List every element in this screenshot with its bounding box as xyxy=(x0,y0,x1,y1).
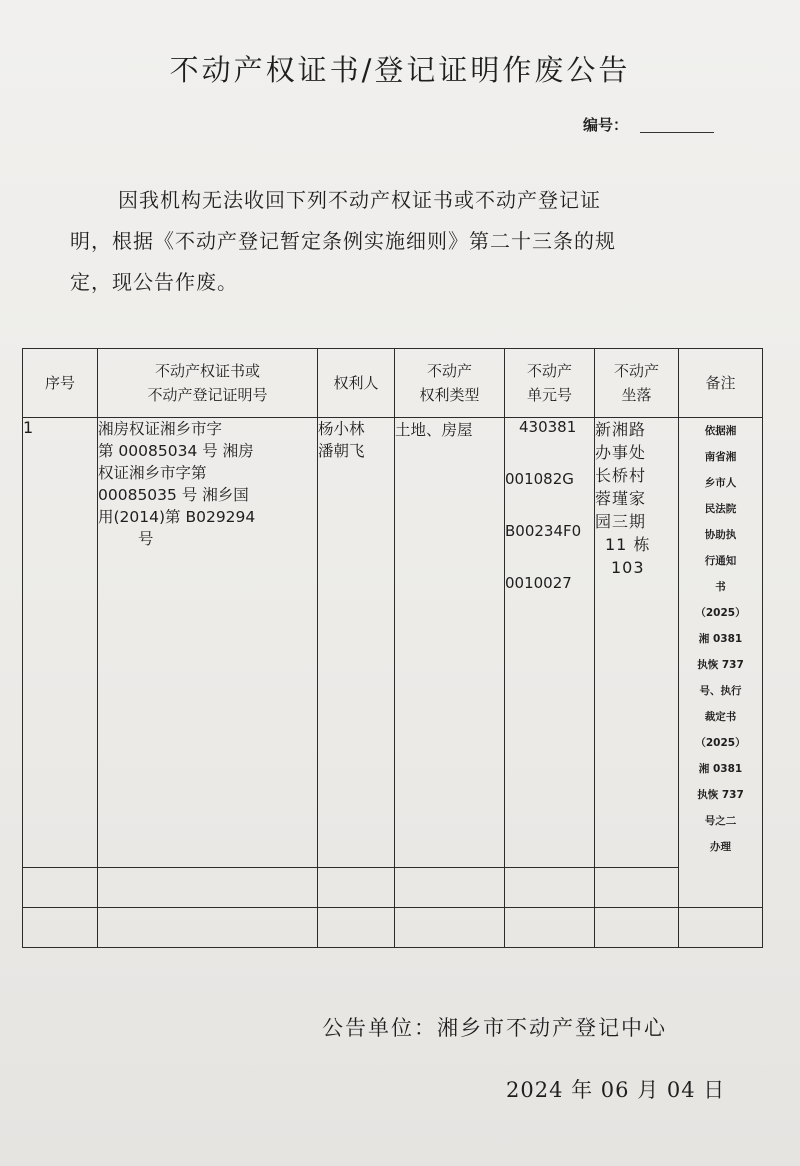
empty-cell xyxy=(318,907,395,947)
location-line: 长桥村 xyxy=(595,466,647,486)
cert-line: 用(2014)第 B029294 xyxy=(98,508,256,527)
empty-cell xyxy=(98,907,318,947)
note-line: 协助执 xyxy=(704,529,737,542)
empty-cell xyxy=(395,907,505,947)
empty-cell xyxy=(505,867,595,907)
header-note xyxy=(679,349,763,418)
table-row-empty xyxy=(23,907,763,947)
empty-cell xyxy=(595,907,679,947)
empty-cell xyxy=(505,907,595,947)
table-row-empty xyxy=(23,867,763,907)
cell-seq: 1 xyxy=(23,418,98,868)
header-cert xyxy=(98,349,318,418)
header-unit xyxy=(505,349,595,418)
unit-line: B00234F0 xyxy=(505,522,582,541)
header-seq xyxy=(23,349,98,418)
header-note-label: 备注 xyxy=(705,374,736,393)
location-line: 办事处 xyxy=(595,443,647,463)
void-certificate-table xyxy=(22,348,763,948)
header-cert-line-2: 不动产登记证明号 xyxy=(147,386,268,405)
location-line: 园三期 xyxy=(595,512,647,532)
empty-cell xyxy=(23,907,98,947)
location-line: 11 栋 xyxy=(605,535,651,555)
empty-cell xyxy=(395,867,505,907)
table-header-row xyxy=(23,349,763,418)
header-type-line-2: 权利类型 xyxy=(419,386,480,405)
header-location-line-1: 不动产 xyxy=(613,362,659,381)
issue-date: 2024 年 06 月 04 日 xyxy=(506,1078,726,1102)
empty-cell xyxy=(679,907,763,947)
unit-line: 001082G xyxy=(505,470,574,489)
header-type xyxy=(395,349,505,418)
intro-line-2: 明，根据《不动产登记暂定条例实施细则》第二十三条的规 xyxy=(70,229,616,253)
note-line: 执恢 737 xyxy=(697,789,744,802)
issuing-unit: 公告单位：湘乡市不动产登记中心 xyxy=(322,1016,667,1040)
note-line: 湘 0381 xyxy=(698,763,743,776)
header-location xyxy=(595,349,679,418)
note-line: 南省湘 xyxy=(704,451,737,464)
note-line: 依据湘 xyxy=(704,425,737,438)
unit-line: 0010027 xyxy=(505,574,572,593)
note-line: 行通知 xyxy=(704,555,737,568)
cert-line: 湘房权证湘乡市字 xyxy=(98,420,223,439)
header-location-line-2: 坐落 xyxy=(621,386,652,405)
cert-line: 权证湘乡市字第 xyxy=(98,464,207,483)
note-line: 乡市人 xyxy=(704,477,737,490)
note-line: 民法院 xyxy=(704,503,737,516)
note-line: 办理 xyxy=(710,841,731,854)
note-line: 号之二 xyxy=(704,815,737,828)
location-line: 蓉瑾家 xyxy=(595,489,647,509)
cert-line: 号 xyxy=(138,530,154,549)
cell-owner xyxy=(318,418,395,868)
table-row xyxy=(23,418,763,868)
doc-number-blank xyxy=(640,132,714,133)
cell-cert-number xyxy=(98,418,318,868)
intro-line-3: 定，现公告作废。 xyxy=(70,270,238,294)
unit-line: 430381 xyxy=(519,418,577,437)
header-seq-label: 序号 xyxy=(44,374,75,393)
intro-paragraph xyxy=(70,180,720,303)
cell-right-type: 土地、房屋 xyxy=(395,418,505,868)
note-line: 书 xyxy=(715,581,726,594)
note-line: 执恢 737 xyxy=(697,659,744,672)
empty-cell xyxy=(595,867,679,907)
owner-name: 杨小林 xyxy=(318,420,365,439)
page-title: 不动产权证书/登记证明作废公告 xyxy=(169,53,631,87)
note-line: 裁定书 xyxy=(704,711,737,724)
note-line: 号、执行 xyxy=(699,685,742,698)
cell-note xyxy=(679,418,763,908)
header-owner xyxy=(318,349,395,418)
header-unit-line-1: 不动产 xyxy=(526,362,572,381)
header-type-line-1: 不动产 xyxy=(426,362,472,381)
empty-cell xyxy=(23,867,98,907)
cert-line: 第 00085034 号 湘房 xyxy=(98,442,254,461)
location-line: 新湘路 xyxy=(595,420,647,440)
doc-number-label: 编号： xyxy=(583,116,629,134)
header-unit-line-2: 单元号 xyxy=(526,386,572,405)
location-line: 103 xyxy=(611,558,645,578)
empty-cell xyxy=(318,867,395,907)
cell-unit-number xyxy=(505,418,595,868)
note-line: （2025） xyxy=(695,607,746,620)
empty-cell xyxy=(98,867,318,907)
note-line: （2025） xyxy=(695,737,746,750)
cert-line: 00085035 号 湘乡国 xyxy=(98,486,249,505)
cell-location xyxy=(595,418,679,868)
note-line: 湘 0381 xyxy=(698,633,743,646)
owner-name: 潘朝飞 xyxy=(318,442,365,461)
header-cert-line-1: 不动产权证书或 xyxy=(154,362,260,381)
intro-line-1: 因我机构无法收回下列不动产权证书或不动产登记证 xyxy=(118,188,601,212)
header-owner-label: 权利人 xyxy=(333,374,379,393)
